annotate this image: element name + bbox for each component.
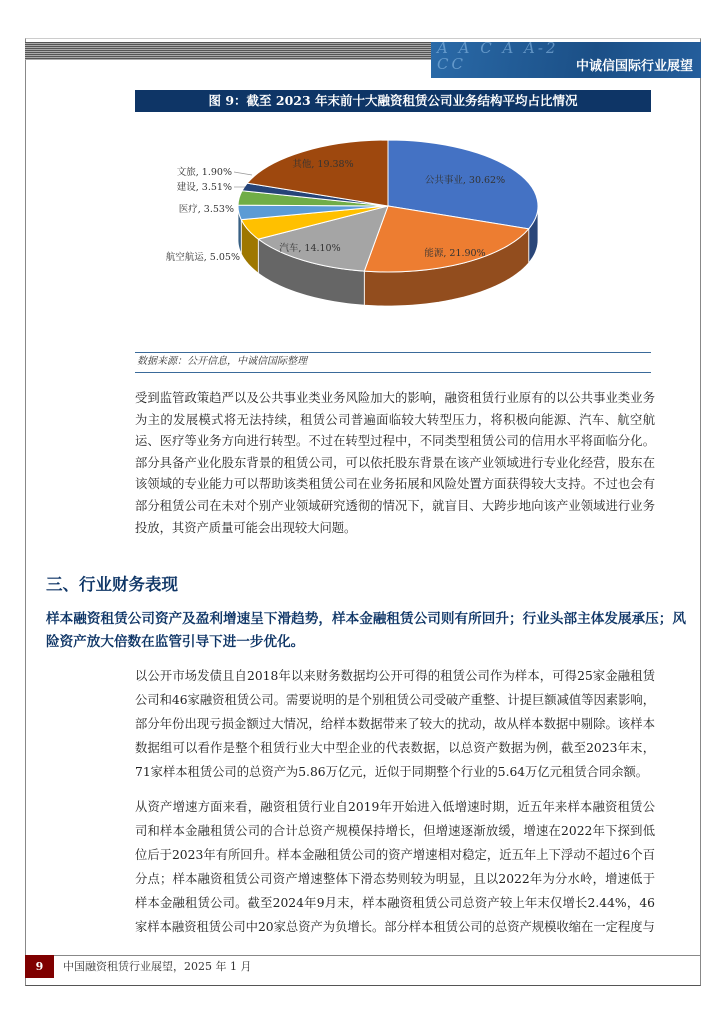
pie-label-能源: 能源, 21.90% [424,248,486,259]
brand-title: 中诚信国际行业展望 [575,59,693,74]
page-number: 9 [25,955,54,978]
pie-label-医疗: 医疗, 3.53% [178,204,234,215]
banner-logo-art: A A C A A-2 CC [437,42,559,73]
paragraph-2: 以公开市场发债且自2018年以来财务数据均公开可得的租赁公司作为样本，可得25家金融租赁公司和46家融资租赁公司。需要说明的是个别租赁公司受破产重整、计提巨额减值等因素影响，部分年份出现亏损金额过大情况，给样本数据带来了较大的扰动，故从样本数据中剔除。该样本数据组可以看作是整个租赁行业大中型企业的代表数据，以总资产数据为例，截至2023年末，71家样本租赁公司的总资产为5.86万亿元，近似于同期整个行业的5.64万亿元租赁合同余额。 [135,669,655,779]
paragraph-1: 受到监管政策趋严以及公共事业类业务风险加大的影响，融资租赁行业原有的以公共事业类业务为主的发展模式将无法持续，租赁公司普遍面临较大转型压力，将积极向能源、汽车、航空航运、医疗等业务方向进行转型。不过在转型过程中，不同类型租赁公司的信用水平将面临分化。部分具备产业化股东背景的租赁公司，可以依托股东背景在该产业领域进行专业化经营，股东在该领域的专业能力可以帮助该类租赁公司在业务拓展和风险处置方面获得较大支持。不过也会有部分租赁公司在未对个别产业领域研究透彻的情况下，就盲目、大跨步地向该产业领域进行业务投放，其资产质量可能会出现较大问题。 [135,391,655,535]
pie-chart [130,130,570,330]
pie-label-航空航运: 航空航运, 5.05% [165,252,240,263]
header-banner [431,42,701,78]
footer-text: 中国融资租赁行业展望，2025 年 1 月 [63,960,252,973]
leader-line [234,172,252,175]
footer-divider [25,955,701,956]
pie-label-汽车: 汽车, 14.10% [279,243,341,254]
paragraph-3: 从资产增速方面来看，融资租赁行业自2019年开始进入低增速时期，近五年来样本融资租赁公司和样本金融租赁公司的合计总资产规模保持增长，但增速逐渐放缓，增速在2022年下探到低位后于2023年有所回升。样本金融租赁公司的资产增速相对稳定，近五年上下浮动不超过6个百分点；样本融资租赁公司资产增速整体下滑态势则较为明显，且以2022年为分水岭，增速低于样本金融租赁公司。截至2024年9月末，样本融资租赁公司总资产较上年末仅增长2.44%，46家样本融资租赁公司中20家总资产为负增长。部分样本租赁公司的总资产规模收缩在一定程度与 [135,800,655,934]
pie-label-其他: 其他, 19.38% [292,159,354,170]
pie-label-建设: 建设, 3.51% [176,182,232,193]
sub-heading: 样本融资租赁公司资产及盈利增速呈下滑趋势，样本金融租赁公司则有所回升；行业头部主体发展承压；风险资产放大倍数在监管引导下进一步优化。 [46,611,686,650]
section-heading: 三、行业财务表现 [46,575,178,594]
header-stripes [25,42,431,60]
figure-title: 图 9：截至 2023 年末前十大融资租赁公司业务结构平均占比情况 [135,90,651,112]
figure-source: 数据来源：公开信息，中诚信国际整理 [135,352,651,373]
pie-label-公共事业: 公共事业, 30.62% [424,175,506,186]
pie-label-文旅: 文旅, 1.90% [176,167,232,178]
